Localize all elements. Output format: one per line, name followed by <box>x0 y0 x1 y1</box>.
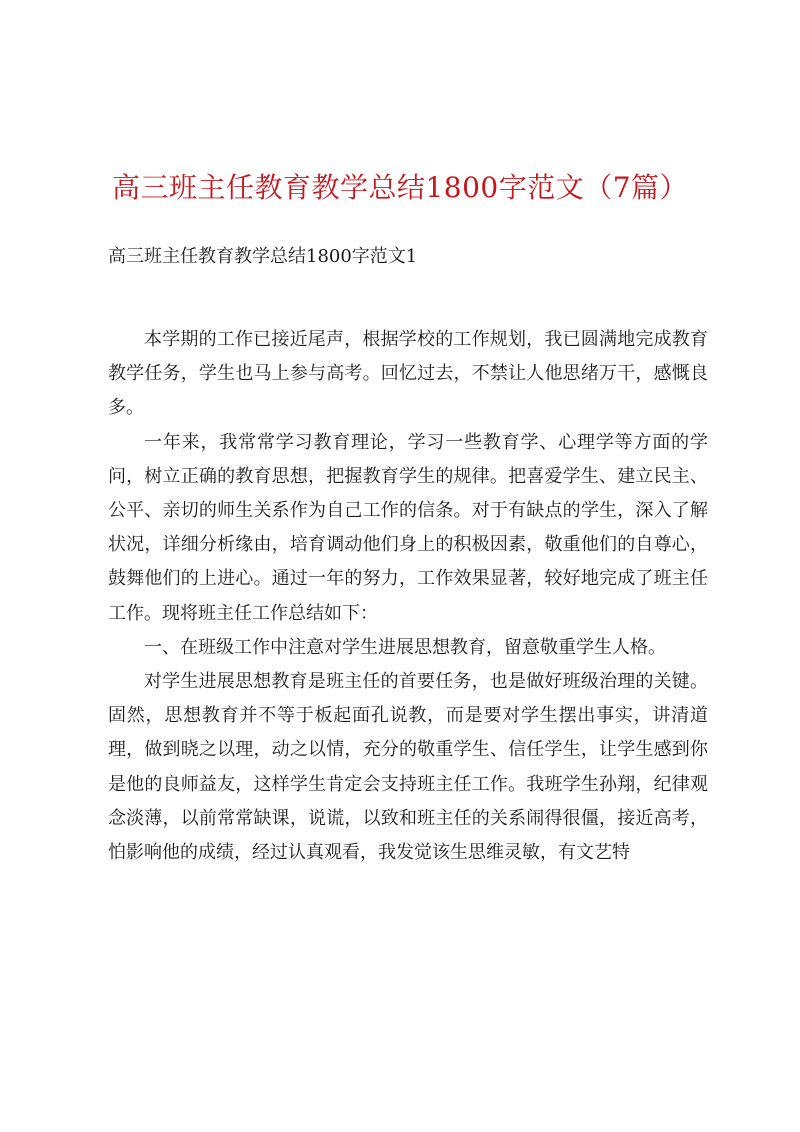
paragraph: 本学期的工作已接近尾声，根据学校的工作规划，我已圆满地完成教育教学任务，学生也马上参与高考。回忆过去，不禁让人他思绪万干，感慨良多。 <box>108 329 708 419</box>
paragraph: 一年来，我常常学习教育理论，学习一些教育学、心理学等方面的学问，树立正确的教育思想，把握教育学生的规律。把喜爱学生、建立民主、公平、亲切的师生关系作为自己工作的信条。对于有缺点的学生，深入了解状况，详细分析缘由，培育调动他们身上的积极因素，敬重他们的自尊心，鼓舞他们的上进心。通过一年的努力，工作效果显著，较好地完成了班主任工作。现将班主任工作总结如下： <box>108 431 708 624</box>
section-heading: 高三班主任教育教学总结1800字范文1 <box>108 246 418 267</box>
document-title: 高三班主任教育教学总结1800字范文（7篇） <box>111 171 689 204</box>
paragraph: 一、在班级工作中注意对学生进展思想教育，留意敬重学生人格。 <box>144 636 666 658</box>
paragraph: 对学生进展思想教育是班主任的首要任务，也是做好班级治理的关键。固然，思想教育并不等于板起面孔说教，而是要对学生摆出事实，讲清道理，做到晓之以理，动之以情，充分的敬重学生、信任学生，让学生感到你是他的良师益友，这样学生肯定会支持班主任工作。我班学生孙翔，纪律观念淡薄，以前常常缺课，说谎，以致和班主任的关系闹得很僵，接近高考，怕影响他的成绩，经过认真观看，我发觉该生思维灵敏，有文艺特 <box>108 671 708 864</box>
document-body <box>108 323 708 870</box>
